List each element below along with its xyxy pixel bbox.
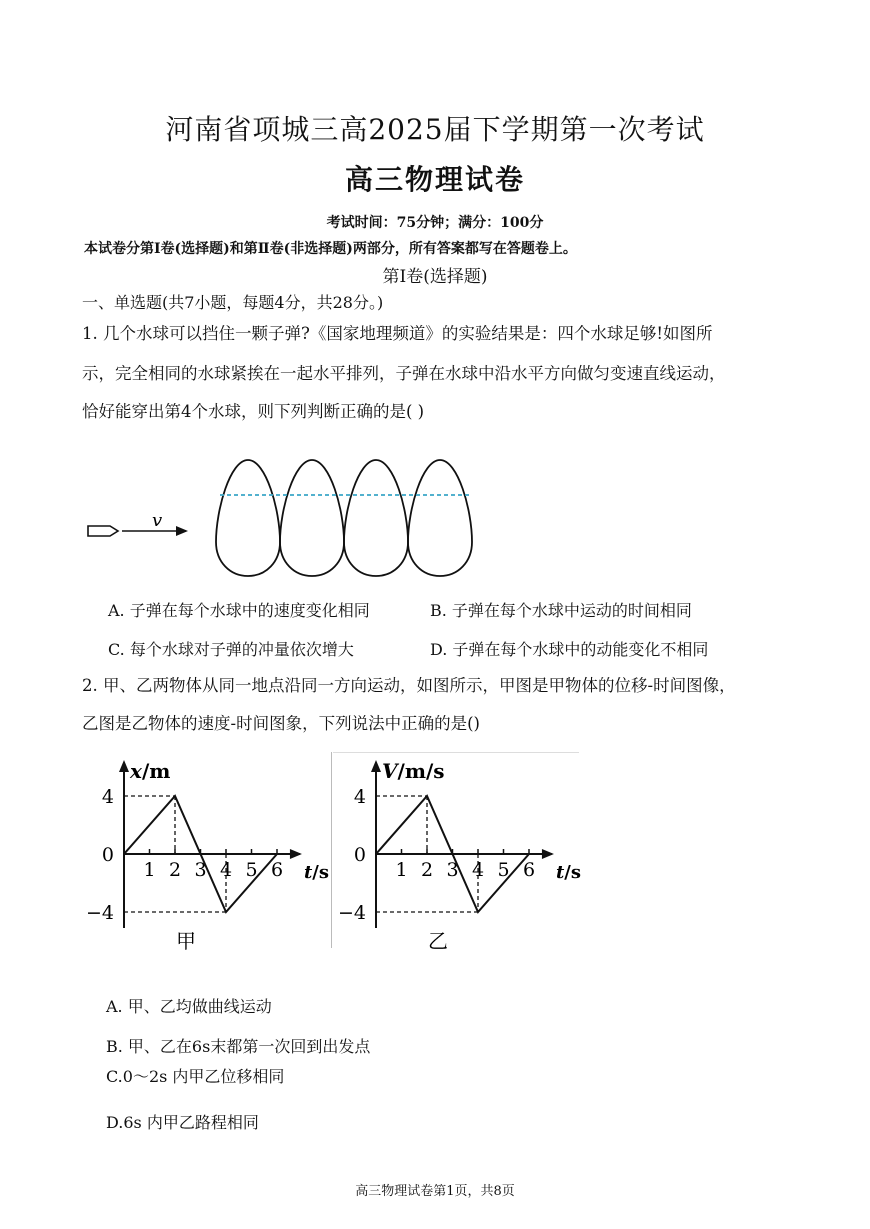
x-tick-label: 3 xyxy=(446,859,459,881)
y-axis-label: x/m xyxy=(130,759,171,783)
y-tick-label: 0 xyxy=(101,844,114,866)
water-ball-4 xyxy=(408,460,472,576)
q1-option-d[interactable]: D. 子弹在每个水球中的动能变化不相同 xyxy=(430,640,709,659)
graph-jia xyxy=(82,752,332,952)
section-title: 第Ⅰ卷(选择题) xyxy=(382,267,488,287)
q1-text-line3: 恰好能穿出第4个水球，则下列判断正确的是( ) xyxy=(82,402,425,421)
water-ball-1 xyxy=(216,460,280,576)
x-tick-label: 2 xyxy=(168,859,182,881)
page-footer: 高三物理试卷第1页，共8页 xyxy=(355,1184,515,1199)
x-tick-label: 1 xyxy=(395,859,408,881)
q2-option-b[interactable]: B. 甲、乙在6s末都第一次回到出发点 xyxy=(106,1037,371,1056)
exam-info: 考试时间：75分钟；满分：100分 xyxy=(326,215,544,231)
x-tick-label: 4 xyxy=(471,859,485,881)
y-axis-label: V/m/s xyxy=(382,759,445,783)
x-axis-arrow-icon xyxy=(542,849,554,859)
graph-caption: 甲 xyxy=(176,929,196,952)
x-tick-label: 1 xyxy=(143,859,156,881)
x-axis-label: t/s xyxy=(555,862,581,883)
y-tick-label: −4 xyxy=(337,902,366,924)
velocity-label: v xyxy=(152,510,163,531)
water-ball-3 xyxy=(344,460,408,576)
bullet-icon xyxy=(88,526,118,536)
q2-option-a[interactable]: A. 甲、乙均做曲线运动 xyxy=(106,997,272,1016)
x-tick-label: 6 xyxy=(522,859,536,881)
x-tick-label: 3 xyxy=(194,859,207,881)
exam-note: 本试卷分第Ⅰ卷(选择题)和第Ⅱ卷(非选择题)两部分，所有答案都写在答题卷上。 xyxy=(84,241,577,257)
y-axis-arrow-icon xyxy=(119,760,129,772)
graph-yi xyxy=(334,752,584,952)
exam-title: 河南省项城三高2025届下学期第一次考试 xyxy=(165,113,705,146)
x-tick-label: 5 xyxy=(497,859,510,881)
y-axis-arrow-icon xyxy=(371,760,381,772)
q1-text-line1: 1. 几个水球可以挡住一颗子弹?《国家地理频道》的实验结果是：四个水球足够!如图所 xyxy=(82,324,713,343)
x-tick-label: 4 xyxy=(219,859,233,881)
x-axis-arrow-icon xyxy=(290,849,302,859)
q1-option-c[interactable]: C. 每个水球对子弹的冲量依次增大 xyxy=(108,640,354,659)
water-ball-2 xyxy=(280,460,344,576)
water-balls-figure xyxy=(80,450,490,580)
x-tick-label: 5 xyxy=(245,859,258,881)
y-tick-label: −4 xyxy=(85,902,114,924)
q2-option-c[interactable]: C.0～2s 内甲乙位移相同 xyxy=(106,1067,285,1086)
arrowhead-icon xyxy=(176,526,188,536)
graph-caption: 乙 xyxy=(428,929,448,952)
y-tick-label: 0 xyxy=(353,844,366,866)
y-tick-label: 4 xyxy=(353,786,366,808)
q2-text-line1: 2. 甲、乙两物体从同一地点沿同一方向运动，如图所示，甲图是甲物体的位移-时间图像， xyxy=(82,676,736,695)
q2-option-d[interactable]: D.6s 内甲乙路程相同 xyxy=(106,1113,259,1132)
x-tick-label: 2 xyxy=(420,859,434,881)
x-tick-label: 6 xyxy=(270,859,284,881)
x-axis-label: t/s xyxy=(303,862,329,883)
graph-divider xyxy=(331,752,332,948)
part-heading: 一、单选题(共7小题，每题4分，共28分。) xyxy=(82,293,384,312)
y-tick-label: 4 xyxy=(101,786,114,808)
q1-option-b[interactable]: B. 子弹在每个水球中运动的时间相同 xyxy=(430,601,692,620)
q1-text-line2: 示，完全相同的水球紧挨在一起水平排列，子弹在水球中沿水平方向做匀变速直线运动， xyxy=(82,364,726,383)
q1-option-a[interactable]: A. 子弹在每个水球中的速度变化相同 xyxy=(108,601,370,620)
exam-subtitle: 高三物理试卷 xyxy=(344,163,525,196)
q2-text-line2: 乙图是乙物体的速度-时间图象，下列说法中正确的是() xyxy=(82,714,480,733)
